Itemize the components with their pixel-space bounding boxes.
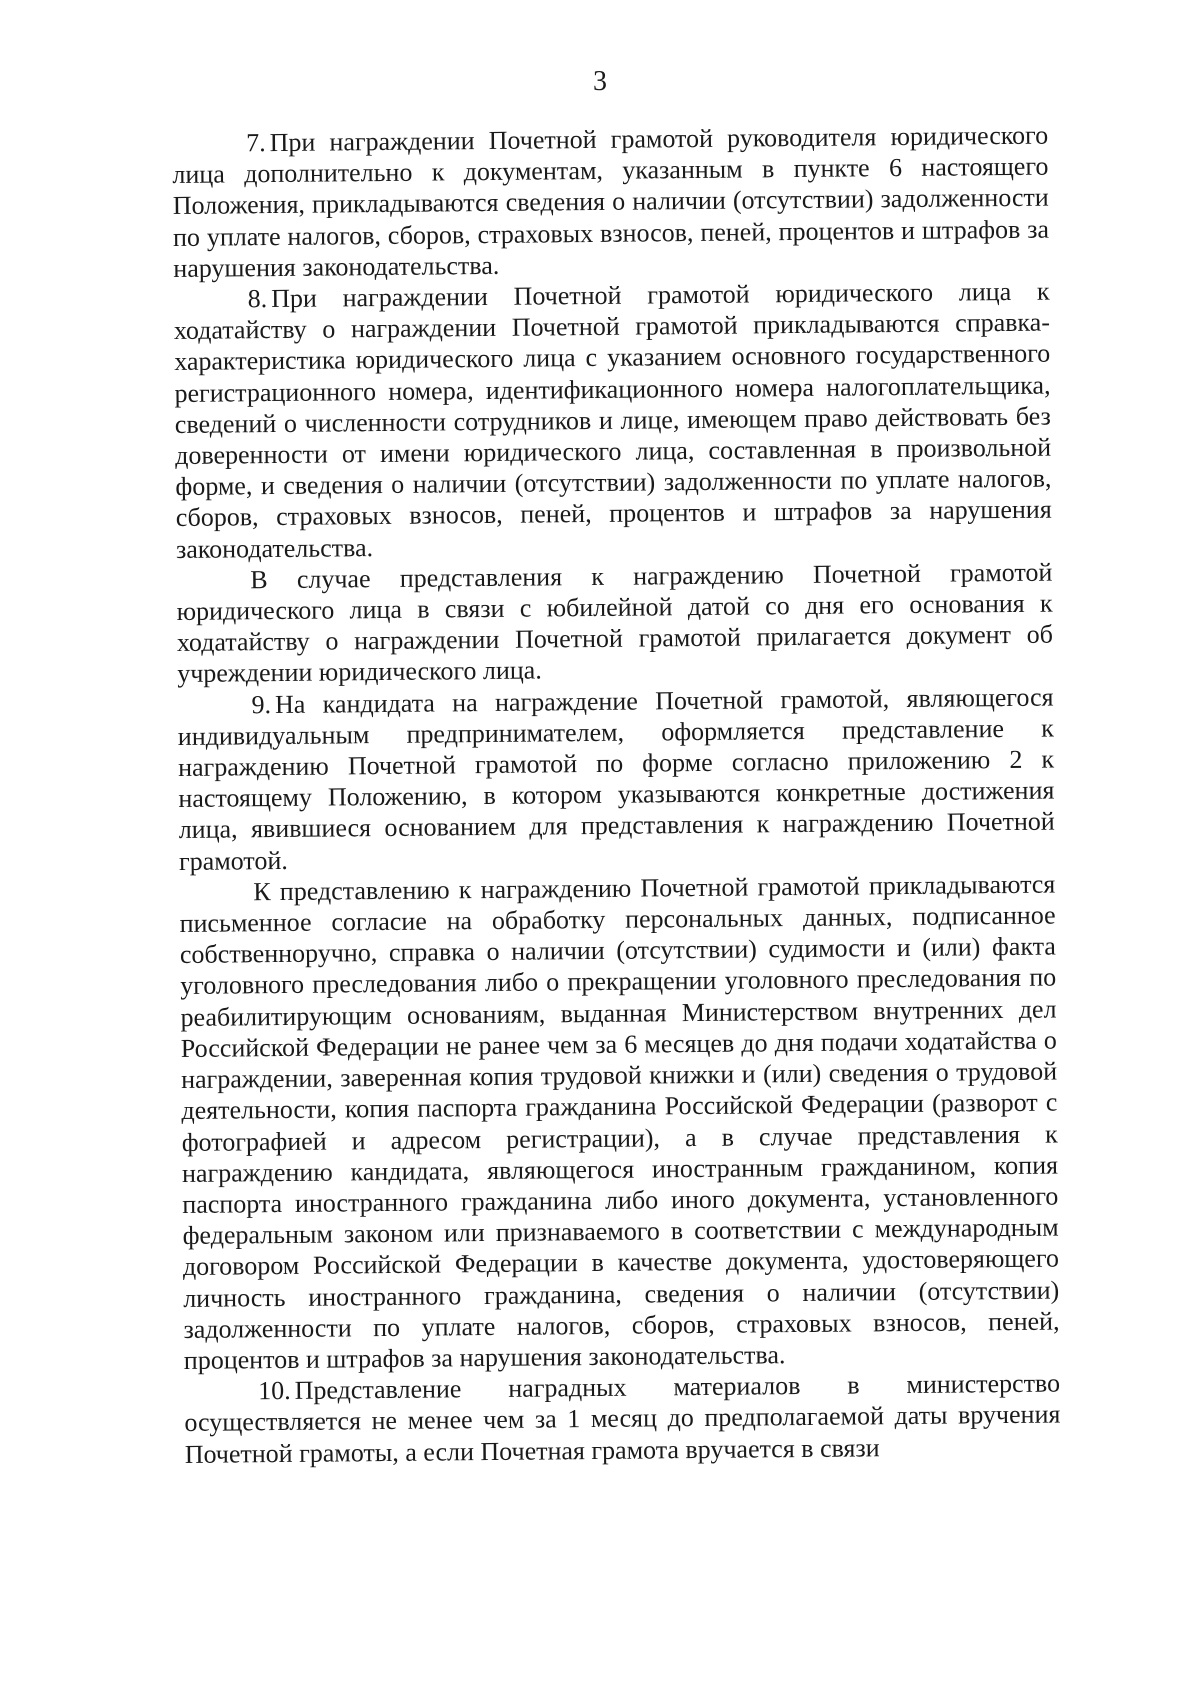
document-body xyxy=(172,120,1061,1470)
paragraph-text: К представлению к награждению Почетной грамотой прикладываются письменное согласие на обработку персональных данных, подписанное собственноручно, справка о наличии (отсутствии) судимости и (или) факта уголовного преследования либо о прекращении уголовного преследования по реабилитирующим основаниям, выданная Министерством внутренних дел Российской Федерации не ранее чем за 6 месяцев до дня подачи ходатайства о награждении, заверенная копия трудовой книжки и (или) сведения о трудовой деятельности, копия паспорта гражданина Российской Федерации (разворот с фотографией и адресом регистрации), а в случае представления к награждению кандидата, являющегося иностранным гражданином, копия паспорта иностранного гражданина либо иного документа, установленного федеральным законом или признаваемого в соответствии с международным договором Российской Федерации в качестве документа, удостоверяющего личность иностранного гражданина, сведения о наличии (отсутствии) задолженности по уплате налогов, сборов, страховых взносов, пеней, процентов и штрафов за нарушения законодательства. xyxy=(179,869,1060,1375)
paragraph-text: На кандидата на награждение Почетной грамотой, являющегося индивидуальным предпринимателем, оформляется представление к награждению Почетной грамотой по форме согласно приложению 2 к настоящему Положению, в котором указываются конкретные достижения лица, явившиеся основанием для представления к награждению Почетной грамотой. xyxy=(177,682,1055,876)
paragraph-number: 8. xyxy=(247,284,268,314)
paragraph-8-jubilee xyxy=(176,556,1053,689)
paragraph-text: Представление наградных материалов в министерство осуществляется не менее чем за 1 месяц до предполагаемой даты вручения Почетной грамоты, а если Почетная грамота вручается в связи xyxy=(184,1368,1061,1469)
paragraph-text: В случае представления к награждению Почетной грамотой юридического лица в связи с юбилейной датой со дня его основания к ходатайству о награждении Почетной грамотой прилагается документ об учреждении юридического лица. xyxy=(176,557,1054,689)
paragraph-9-attachments xyxy=(179,868,1060,1376)
paragraph-text: При награждении Почетной грамотой руководителя юридического лица дополнительно к документам, указанным в пункте 6 настоящего Положения, прикладываются сведения о наличии (отсутствии) задолженности по уплате налогов, сборов, страховых взносов, пеней, процентов и штрафов за нарушения законодательства. xyxy=(172,120,1050,283)
paragraph-number: 7. xyxy=(246,128,266,158)
paragraph-7 xyxy=(172,120,1049,284)
paragraph-number: 9. xyxy=(251,689,272,719)
paragraph-9 xyxy=(177,681,1055,877)
paragraph-number: 10. xyxy=(257,1376,291,1406)
paragraph-text: При награждении Почетной грамотой юридического лица к ходатайству о награждении Почетной грамотой прикладываются справка-характеристика юридического лица с указанием основного государственного регистрационного номера, идентификационного номера налогоплательщика, сведений о численности сотрудников и лице, имеющем право действовать без доверенности от имени юридического лица, составленная в произвольной форме, и сведения о наличии (отсутствии) задолженности по уплате налогов, сборов, страховых взносов, пеней, процентов и штрафов за нарушения законодательства. xyxy=(173,276,1052,564)
page-number: 3 xyxy=(593,66,607,97)
paragraph-10 xyxy=(184,1368,1061,1470)
paragraph-8 xyxy=(173,276,1052,565)
